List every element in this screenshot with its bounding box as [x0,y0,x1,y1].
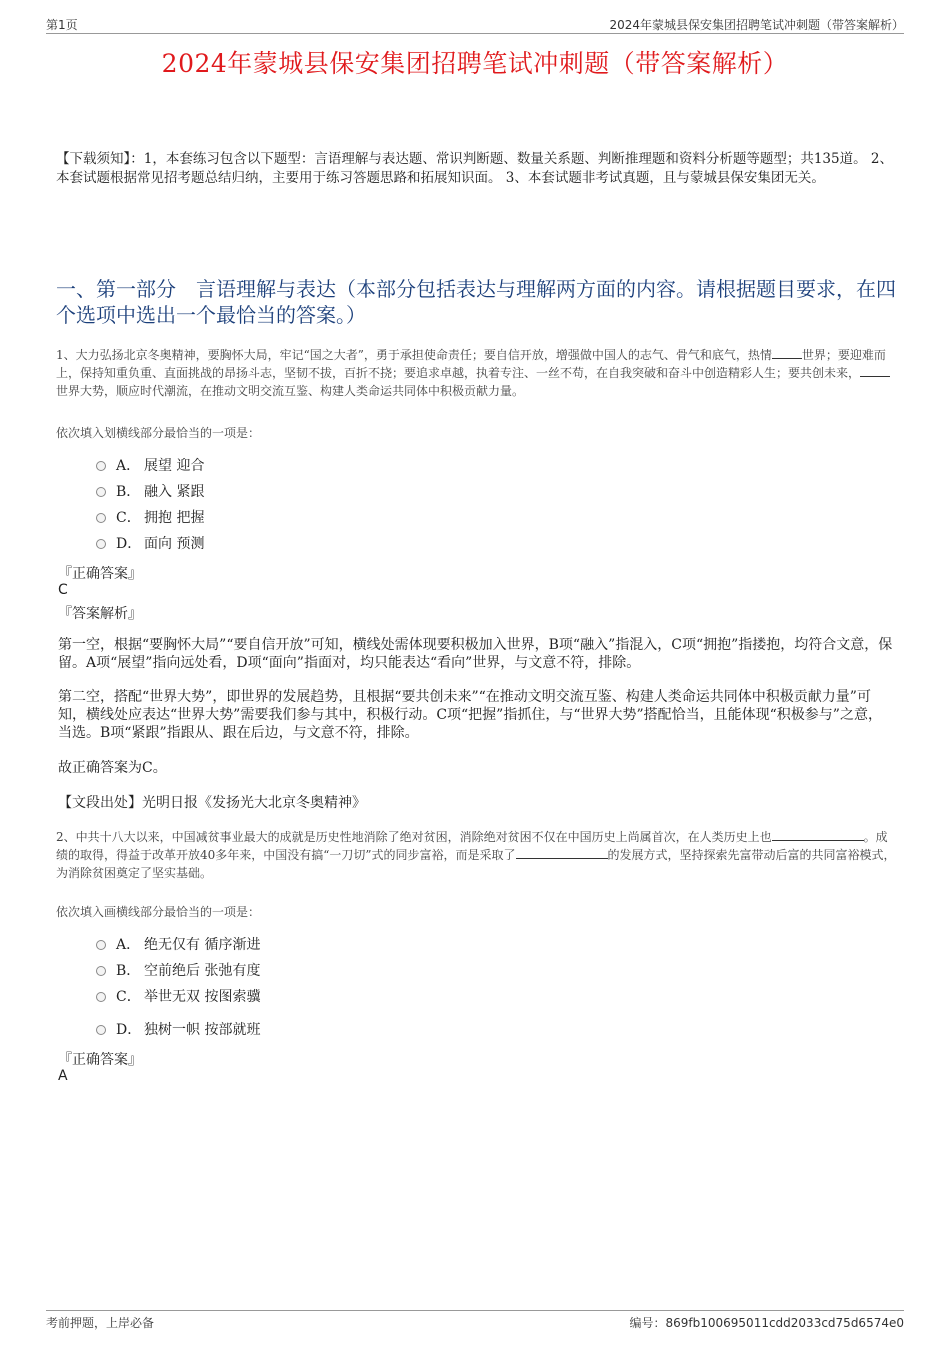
radio-icon[interactable] [96,940,106,950]
q2-text-part-c: 的发展方式，坚持探索先富带动后富的共同富裕模式，为消除贫困奠定了坚实基础。 [56,848,896,880]
radio-icon[interactable] [96,966,106,976]
q1-option-c[interactable]: C． 拥抱 把握 [96,509,204,527]
q1-option-b[interactable]: B． 融入 紧跟 [96,483,204,501]
q1-option-a[interactable]: A． 展望 迎合 [96,457,204,475]
q2-blank-2 [516,846,608,859]
footer-slogan: 考前押题，上岸必备 [46,1316,155,1330]
q2-blank-1 [772,828,864,841]
q1-option-d[interactable]: D． 面向 预测 [96,535,204,553]
download-notice: 【下载须知】：1，本套练习包含以下题型：言语理解与表达题、常识判断题、数量关系题、判断推理题和资料分析题等题型；共135道。 2、本套试题根据常见招考题总结归纳，主要用于练习答题思路和拓展知识面。 3、本套试题非考试真题，且与蒙城县保安集团无关。 [56,151,893,186]
q1-analysis-paragraph-3: 故正确答案为C。 [58,760,167,776]
question-2-prompt: 依次填入画横线部分最恰当的一项是： [56,905,261,919]
question-1-prompt: 依次填入划横线部分最恰当的一项是： [56,426,261,440]
q1-blank-2 [860,364,890,377]
section-heading: 一、第一部分 言语理解与表达（本部分包括表达与理解两方面的内容。请根据题目要求，在四个选项中选出一个最恰当的答案。） [56,277,896,327]
q1-blank-1 [772,346,802,359]
q1-source: 【文段出处】光明日报《发扬光大北京冬奥精神》 [58,795,366,811]
q1-text-part-c: 世界大势，顺应时代潮流，在推动文明交流互鉴、构建人类命运共同体中积极贡献力量。 [56,384,525,398]
radio-icon[interactable] [96,539,106,549]
page-number: 第1页 [46,18,78,32]
question-2-text [56,828,898,882]
q2-option-d[interactable]: D． 独树一帜 按部就班 [96,1021,260,1039]
q1-analysis-paragraph-2: 第二空，搭配“世界大势”，即世界的发展趋势，且根据“要共创未来”“在推动文明交流互鉴、构建人类命运共同体中积极贡献力量”可知，横线处应表达“世界大势”需要我们参与其中，积极行动。C项“把握”指抓住，与“世界大势”搭配恰当，且能体现“积极参与”之意，当选。B项“紧跟”指跟从、跟在后边，与文意不符，排除。 [58,689,882,741]
footer-code: 编号：869fb100695011cdd2033cd75d6574e0 [629,1316,904,1330]
q1-text-part-a: 1、大力弘扬北京冬奥精神，要胸怀大局，牢记“国之大者”，勇于承担使命责任；要自信开放，增强做中国人的志气、骨气和底气，热情 [56,348,772,362]
radio-icon[interactable] [96,992,106,1002]
header-divider [46,33,904,34]
q1-answer-label: 『正确答案』 [58,566,142,582]
q1-analysis-label: 『答案解析』 [58,606,142,622]
q2-answer-label: 『正确答案』 [58,1052,142,1068]
q1-analysis-paragraph-1: 第一空，根据“要胸怀大局”“要自信开放”可知，横线处需体现要积极加入世界，B项“融入”指混入，C项“拥抱”指搂抱，均符合文意，保留。A项“展望”指向远处看，D项“面向”指面对，均只能表达“看向”世界，与文意不符，排除。 [58,637,893,671]
document-title: 2024年蒙城县保安集团招聘笔试冲刺题（带答案解析） [161,49,789,78]
radio-icon[interactable] [96,487,106,497]
header-doc-title: 2024年蒙城县保安集团招聘笔试冲刺题（带答案解析） [609,18,904,32]
question-1-text [56,346,898,400]
q2-option-b[interactable]: B． 空前绝后 张弛有度 [96,962,260,980]
q1-answer: C [58,582,68,598]
radio-icon[interactable] [96,1025,106,1035]
q2-answer: A [58,1068,68,1084]
footer-divider [46,1310,904,1311]
q2-text-part-a: 2、中共十八大以来，中国减贫事业最大的成就是历史性地消除了绝对贫困，消除绝对贫困不仅在中国历史上尚属首次，在人类历史上也 [56,830,772,844]
q1-text-part-b: 世界；要迎难而上，保持知重负重、直面挑战的昂扬斗志，坚韧不拔，百折不挠；要追求卓越，执着专注、一丝不苟，在自我突破和奋斗中创造精彩人生；要共创未来， [56,348,886,380]
q2-text-part-b: 。成绩的取得，得益于改革开放40多年来，中国没有搞“一刀切”式的同步富裕，而是采取了 [56,830,888,862]
radio-icon[interactable] [96,513,106,523]
q2-option-a[interactable]: A． 绝无仅有 循序渐进 [96,936,260,954]
radio-icon[interactable] [96,461,106,471]
q2-option-c[interactable]: C． 举世无双 按图索骥 [96,988,260,1006]
